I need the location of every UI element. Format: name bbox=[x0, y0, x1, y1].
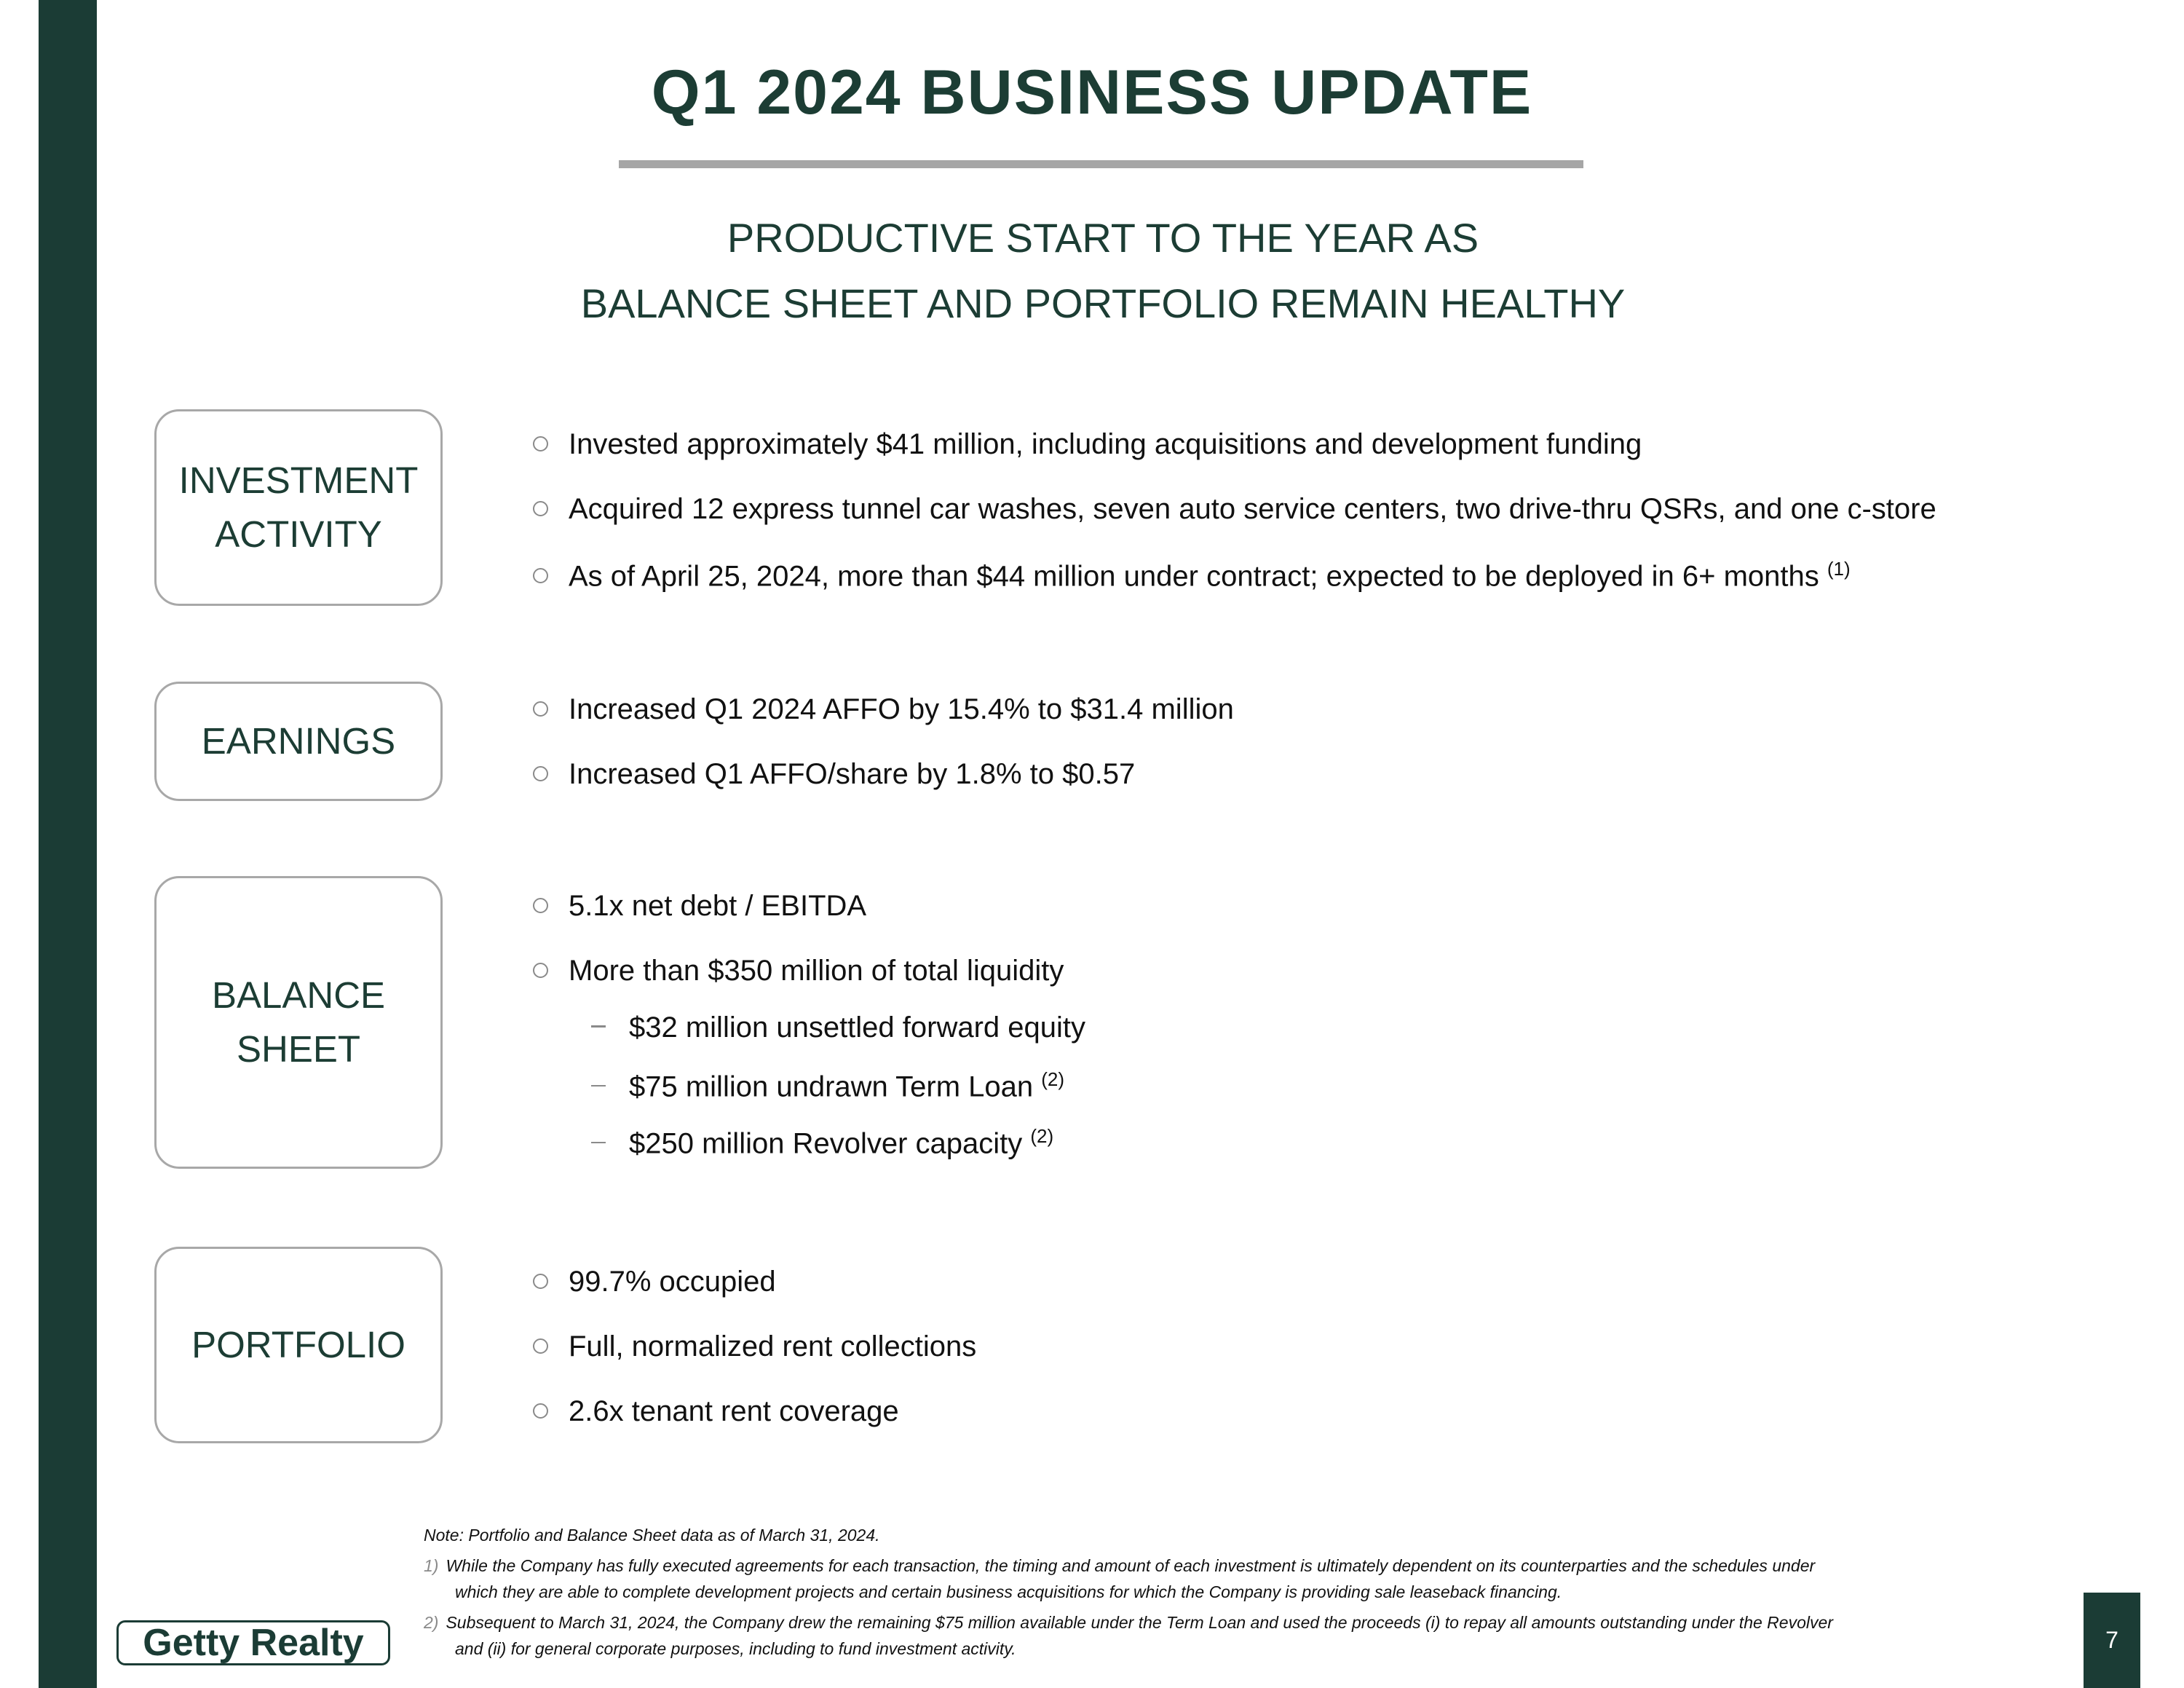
category-investment-activity bbox=[154, 409, 443, 606]
category-label: EARNINGS bbox=[201, 720, 396, 762]
circle-bullet-icon bbox=[533, 568, 548, 583]
title-underline bbox=[619, 160, 1583, 168]
list-item: As of April 25, 2024, more than $44 million under contract; expected to be deployed in 6+ months $^{(1)}$ bbox=[533, 558, 1851, 593]
list-item: 2.6x tenant rent coverage bbox=[533, 1395, 899, 1428]
circle-bullet-icon bbox=[533, 436, 548, 451]
dash-bullet-icon bbox=[591, 1025, 606, 1028]
category-balance-sheet bbox=[154, 876, 443, 1169]
list-item: Increased Q1 2024 AFFO by 15.4% to $31.4 million bbox=[533, 693, 1234, 726]
dash-bullet-icon bbox=[591, 1085, 606, 1087]
sub-list-item: $250 million Revolver capacity $^{(2)}$ bbox=[591, 1125, 1053, 1160]
category-label-line: INVESTMENT bbox=[178, 460, 419, 501]
category-label-line: SHEET bbox=[236, 1028, 361, 1070]
category-earnings bbox=[154, 682, 443, 801]
footnote-ref: (2) bbox=[1030, 1125, 1054, 1147]
category-label-line: BALANCE bbox=[211, 974, 386, 1016]
circle-bullet-icon bbox=[533, 1403, 548, 1419]
circle-bullet-icon bbox=[533, 963, 548, 978]
list-item: Increased Q1 AFFO/share by 1.8% to $0.57 bbox=[533, 758, 1135, 791]
list-item: More than $350 million of total liquidity bbox=[533, 955, 1064, 987]
sub-list-item: $32 million unsettled forward equity bbox=[591, 1011, 1085, 1044]
note-line: Note: Portfolio and Balance Sheet data as of March 31, 2024. bbox=[424, 1526, 880, 1545]
footnote-ref: (2) bbox=[1041, 1068, 1065, 1090]
subtitle-line-2: BALANCE SHEET AND PORTFOLIO REMAIN HEALTHY bbox=[580, 280, 1626, 326]
footnote-1-cont: which they are able to complete development projects and certain business acquisitions for which the Company is providing sale leaseback financing. bbox=[455, 1582, 1562, 1601]
footnote-2-cont: and (ii) for general corporate purposes, including to fund investment activity. bbox=[455, 1639, 1016, 1658]
footnotes bbox=[424, 1522, 1833, 1662]
circle-bullet-icon bbox=[533, 898, 548, 913]
category-portfolio bbox=[154, 1247, 443, 1443]
list-item: 99.7% occupied bbox=[533, 1266, 776, 1298]
footnote-1: 1) While the Company has fully executed agreements for each transaction, the timing and amount of each investment is ultimately dependent on its counterparties and the schedules under bbox=[424, 1556, 1816, 1575]
dash-bullet-icon bbox=[591, 1142, 606, 1144]
sub-list-item: $75 million undrawn Term Loan $^{(2)}$ bbox=[591, 1068, 1064, 1103]
category-label: PORTFOLIO bbox=[191, 1324, 405, 1365]
footnote-2: 2) Subsequent to March 31, 2024, the Company drew the remaining $75 million available under the Term Loan and used the proceeds (i) to repay all amounts outstanding under the Revolver bbox=[424, 1613, 1833, 1632]
footnote-ref: (1) bbox=[1827, 558, 1851, 580]
page-subtitle bbox=[0, 205, 2184, 336]
circle-bullet-icon bbox=[533, 501, 548, 516]
category-label-line: ACTIVITY bbox=[215, 513, 382, 555]
list-item: 5.1x net debt / EBITDA bbox=[533, 890, 866, 923]
list-item: Full, normalized rent collections bbox=[533, 1330, 976, 1363]
circle-bullet-icon bbox=[533, 1274, 548, 1289]
subtitle-line-1: PRODUCTIVE START TO THE YEAR AS bbox=[727, 215, 1479, 261]
getty-realty-logo: Getty Realty bbox=[116, 1620, 390, 1665]
circle-bullet-icon bbox=[533, 1338, 548, 1354]
circle-bullet-icon bbox=[533, 701, 548, 717]
circle-bullet-icon bbox=[533, 766, 548, 781]
list-item: Acquired 12 express tunnel car washes, seven auto service centers, two drive-thru QSRs, and one c-store bbox=[533, 493, 1936, 526]
page-number: 7 bbox=[2084, 1593, 2140, 1688]
page-title: Q1 2024 BUSINESS UPDATE bbox=[651, 58, 1533, 127]
list-item: Invested approximately $41 million, including acquisitions and development funding bbox=[533, 428, 1642, 461]
